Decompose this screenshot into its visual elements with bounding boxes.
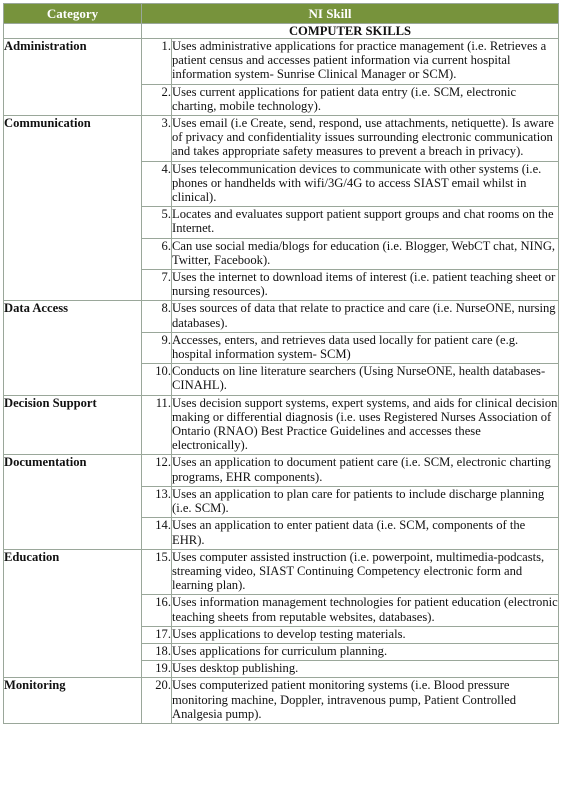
section-row [4,24,559,39]
table-row [4,549,559,595]
skill-description: Uses applications to develop testing materials. [172,626,559,643]
category-cell: Monitoring [4,678,142,724]
table-header-row [4,4,559,24]
category-cell: Education [4,549,142,678]
skill-number: 6. [142,238,172,269]
skill-number: 4. [142,161,172,207]
category-cell: Communication [4,116,142,301]
table-row [4,455,559,486]
skill-description: Uses applications for curriculum planning. [172,643,559,660]
skill-description: Uses computer assisted instruction (i.e. powerpoint, multimedia-podcasts, streaming video, SIAST Continuing Competency electronic form and learning plan). [172,549,559,595]
skill-number: 3. [142,116,172,162]
category-cell: Administration [4,39,142,116]
table-row [4,678,559,724]
skill-number: 16. [142,595,172,626]
category-cell: Data Access [4,301,142,395]
section-spacer-cell [4,24,142,39]
skill-number: 12. [142,455,172,486]
skill-number: 15. [142,549,172,595]
skill-description: Uses email (i.e Create, send, respond, use attachments, netiquette). Is aware of privacy and confidentiality issues surrounding electronic communication and takes appropriate safety measures to prevent a breach in privacy). [172,116,559,162]
skill-description: Uses an application to document patient care (i.e. SCM, electronic charting programs, EHR components). [172,455,559,486]
category-cell: Decision Support [4,395,142,455]
skill-number: 7. [142,270,172,301]
skill-number: 1. [142,39,172,85]
skill-description: Uses an application to plan care for patients to include discharge planning (i.e. SCM). [172,486,559,517]
skill-number: 18. [142,643,172,660]
skill-description: Uses an application to enter patient data (i.e. SCM, components of the EHR). [172,518,559,549]
skill-number: 17. [142,626,172,643]
skill-description: Uses desktop publishing. [172,661,559,678]
skill-number: 14. [142,518,172,549]
table-row [4,301,559,332]
skill-description: Uses the internet to download items of interest (i.e. patient teaching sheet or nursing resources). [172,270,559,301]
skill-description: Accesses, enters, and retrieves data used locally for patient care (e.g. hospital information system- SCM) [172,332,559,363]
skill-number: 10. [142,364,172,395]
skill-description: Uses decision support systems, expert systems, and aids for clinical decision making or differential diagnosis (i.e. uses Registered Nurses Association of Ontario (RNAO) Best Practice Guidelines and accesses these electronically). [172,395,559,455]
skill-number: 2. [142,84,172,115]
skill-number: 8. [142,301,172,332]
skill-number: 5. [142,207,172,238]
section-title: COMPUTER SKILLS [142,24,559,39]
skill-number: 13. [142,486,172,517]
category-cell: Documentation [4,455,142,549]
skill-number: 19. [142,661,172,678]
skill-number: 20. [142,678,172,724]
skill-description: Uses telecommunication devices to communicate with other systems (i.e. phones or handhelds with wifi/3G/4G to access SIAST email whilst in clinical). [172,161,559,207]
ni-skill-column-header: NI Skill [142,4,559,24]
skill-description: Uses administrative applications for practice management (i.e. Retrieves a patient census and accesses patient information via current hospital information system- Sunrise Clinical Manager or SCM). [172,39,559,85]
table-body [4,24,559,724]
skill-number: 11. [142,395,172,455]
ni-skills-table [3,3,559,724]
table-row [4,116,559,162]
skill-description: Can use social media/blogs for education (i.e. Blogger, WebCT chat, NING, Twitter, Facebook). [172,238,559,269]
skill-description: Uses computerized patient monitoring systems (i.e. Blood pressure monitoring machine, Doppler, intravenous pump, Patient Controlled Analgesia pump). [172,678,559,724]
skill-description: Conducts on line literature searchers (Using NurseONE, health databases-CINAHL). [172,364,559,395]
table-row [4,395,559,455]
skill-description: Uses current applications for patient data entry (i.e. SCM, electronic charting, mobile technology). [172,84,559,115]
skill-number: 9. [142,332,172,363]
skill-description: Uses sources of data that relate to practice and care (i.e. NurseONE, nursing databases). [172,301,559,332]
table-row [4,39,559,85]
skill-description: Uses information management technologies for patient education (electronic teaching sheets from reputable websites, databases). [172,595,559,626]
skill-description: Locates and evaluates support patient support groups and chat rooms on the Internet. [172,207,559,238]
category-column-header: Category [4,4,142,24]
